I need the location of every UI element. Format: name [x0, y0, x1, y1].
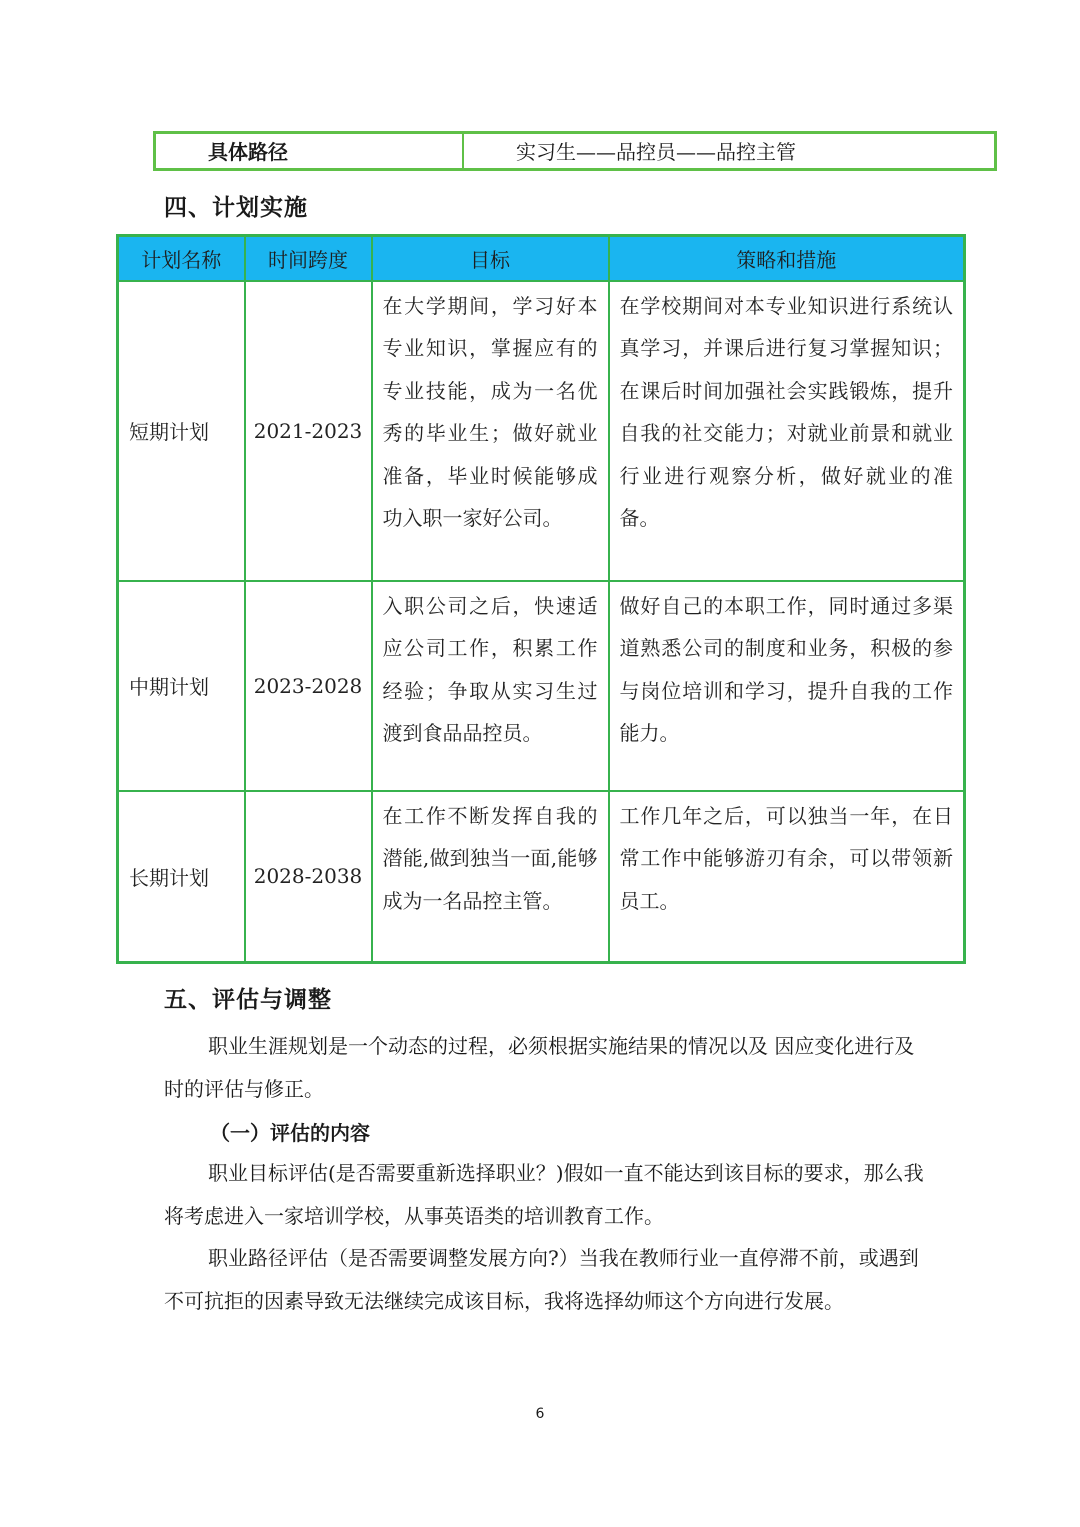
- header-goal: 目标: [372, 236, 609, 281]
- section5-heading: 五、评估与调整: [164, 987, 332, 1013]
- plan-span: 2028-2038: [245, 791, 372, 963]
- plan-goal: 在工作不断发挥自我的潜能,做到独当一面,能够成为一名品控主管。: [372, 791, 609, 963]
- plan-name: 长期计划: [118, 791, 245, 963]
- plan-strategy: 工作几年之后，可以独当一年，在日常工作中能够游刃有余，可以带领新员工。: [609, 791, 965, 963]
- path-evaluation-paragraph: 职业路径评估（是否需要调整发展方向?）当我在教师行业一直停滞不前，或遇到不可抗拒的因素导致无法继续完成该目标，我将选择幼师这个方向进行发展。: [164, 1246, 919, 1313]
- plan-span: 2021-2023: [245, 281, 372, 581]
- header-strategy: 策略和措施: [609, 236, 965, 281]
- plan-span: 2023-2028: [245, 581, 372, 791]
- goal-evaluation-paragraph: 职业目标评估(是否需要重新选择职业？)假如一直不能达到该目标的要求，那么我将考虑进入一家培训学校，从事英语类的培训教育工作。: [164, 1161, 924, 1228]
- table-row: [118, 581, 965, 791]
- section4-heading: 四、计划实施: [164, 195, 308, 221]
- table-row: [118, 281, 965, 581]
- path-label: 具体路径: [156, 134, 464, 168]
- career-path-row: [153, 131, 997, 171]
- evaluation-intro: 职业生涯规划是一个动态的过程，必须根据实施结果的情况以及 因应变化进行及时的评估与修正。: [164, 1034, 915, 1101]
- plan-strategy: 做好自己的本职工作，同时通过多渠道熟悉公司的制度和业务，积极的参与岗位培训和学习，提升自我的工作能力。: [609, 581, 965, 791]
- table-row: [118, 791, 965, 963]
- path-value: 实习生——品控员——品控主管: [516, 140, 796, 164]
- plan-name: 短期计划: [118, 281, 245, 581]
- plan-strategy: 在学校期间对本专业知识进行系统认真学习，并课后进行复习掌握知识；在课后时间加强社会实践锻炼，提升自我的社交能力；对就业前景和就业行业进行观察分析，做好就业的准备。: [609, 281, 965, 581]
- plan-table-header: [118, 236, 965, 281]
- evaluation-content-heading: （一）评估的内容: [210, 1121, 370, 1145]
- plan-goal: 入职公司之后，快速适应公司工作，积累工作经验；争取从实习生过渡到食品品控员。: [372, 581, 609, 791]
- page-number: 6: [535, 1406, 545, 1422]
- plan-name: 中期计划: [118, 581, 245, 791]
- plan-goal: 在大学期间，学习好本专业知识，掌握应有的专业技能，成为一名优秀的毕业生；做好就业准备，毕业时候能够成功入职一家好公司。: [372, 281, 609, 581]
- header-time-span: 时间跨度: [245, 236, 372, 281]
- plan-table: [116, 234, 966, 964]
- header-plan-name: 计划名称: [118, 236, 245, 281]
